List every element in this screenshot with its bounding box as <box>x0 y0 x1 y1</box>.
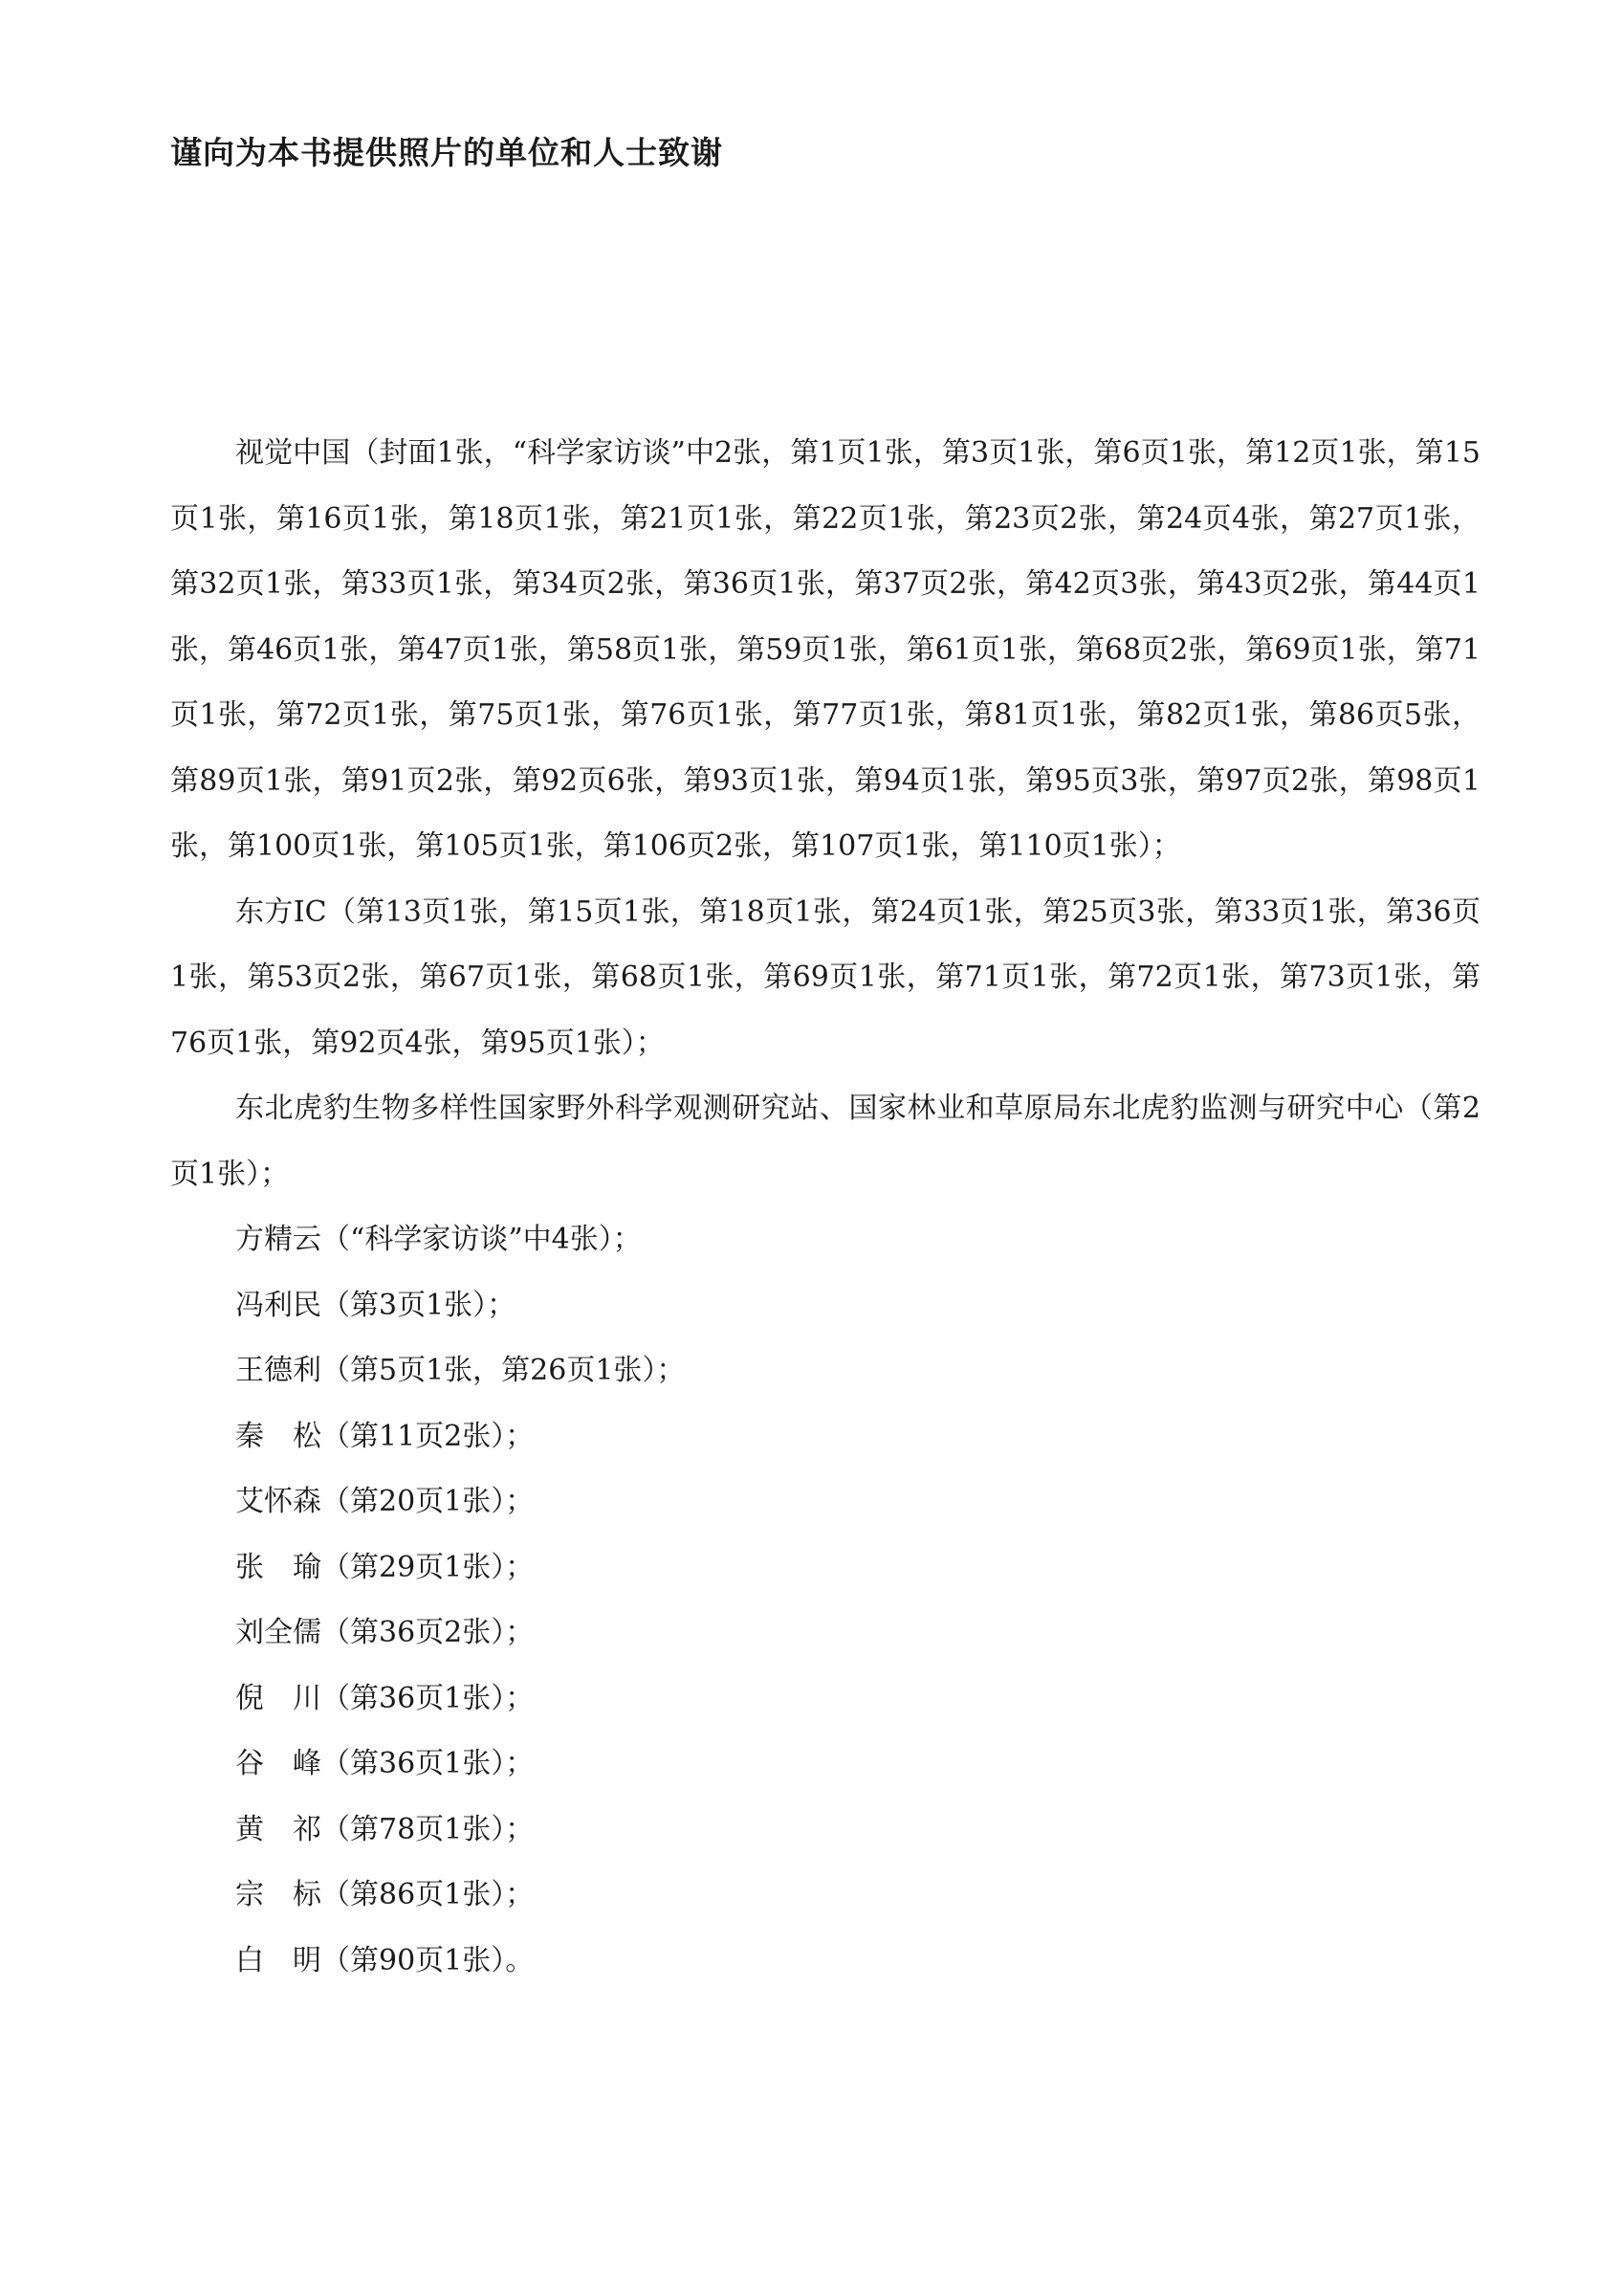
credit-entry: 方精云（“科学家访谈”中4张）； <box>235 1223 642 1256</box>
credit-entry: 倪 川（第36页1张）； <box>235 1681 535 1715</box>
credit-entry: 冯利民（第3页1张）； <box>235 1288 516 1322</box>
page-title: 谨向为本书提供照片的单位和人士致谢 <box>170 134 723 171</box>
credit-entry: 刘全儒（第36页2张）； <box>235 1616 535 1649</box>
credit-paragraph-dongfang-ic: 东方IC（第13页1张，第15页1张，第18页1张，第24页1张，第25页3张，第33页1张，第36页1张，第53页2张，第67页1张，第68页1张，第69页1张，第71页1张，第72页1张，第73页1张，第76页1张，第92页4张，第95页1张）； <box>170 894 1480 1060</box>
credit-entry: 秦 松（第11页2张）； <box>235 1419 535 1453</box>
credit-entry: 宗 标（第86页1张）； <box>235 1878 535 1911</box>
credit-paragraph-tiger-leopard-station: 东北虎豹生物多样性国家野外科学观测研究站、国家林业和草原局东北虎豹监测与研究中心（第2页1张）； <box>170 1092 1480 1191</box>
credit-entry: 黄 祁（第78页1张）； <box>235 1812 535 1846</box>
credit-entry: 张 瑜（第29页1张）； <box>235 1550 535 1584</box>
acknowledgement-body <box>170 421 1480 1994</box>
credit-paragraph-vcg: 视觉中国（封面1张，“科学家访谈”中2张，第1页1张，第3页1张，第6页1张，第12页1张，第15页1张，第16页1张，第18页1张，第21页1张，第22页1张，第23页2张，第24页4张，第27页1张，第32页1张，第33页1张，第34页2张，第36页1张，第37页2张，第42页3张，第43页2张，第44页1张，第46页1张，第47页1张，第58页1张，第59页1张，第61页1张，第68页2张，第69页1张，第71页1张，第72页1张，第75页1张，第76页1张，第77页1张，第81页1张，第82页1张，第86页5张，第89页1张，第91页2张，第92页6张，第93页1张，第94页1张，第95页3张，第97页2张，第98页1张，第100页1张，第105页1张，第106页2张，第107页1张，第110页1张）； <box>170 436 1480 863</box>
credit-entry: 王德利（第5页1张，第26页1张）； <box>235 1354 686 1387</box>
credit-entry: 艾怀森（第20页1张）； <box>235 1485 535 1518</box>
credit-entry: 白 明（第90页1张）。 <box>235 1943 535 1977</box>
credit-entry: 谷 峰（第36页1张）； <box>235 1747 535 1780</box>
